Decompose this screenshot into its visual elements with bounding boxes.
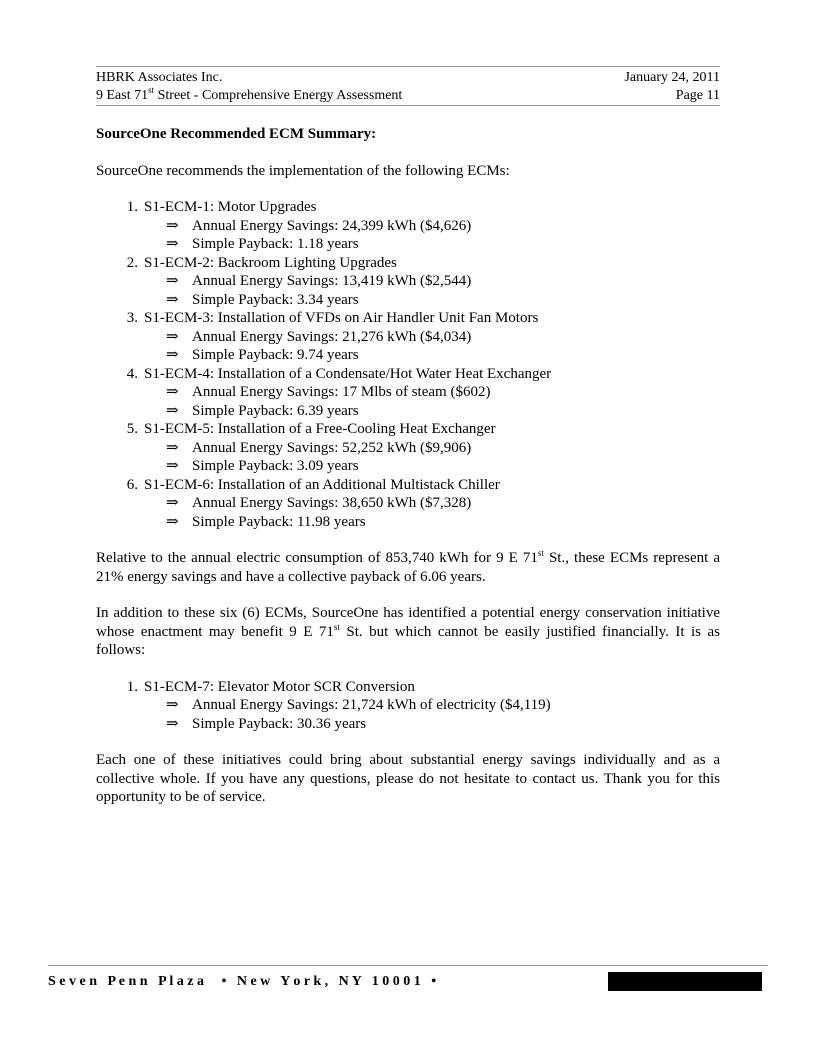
ecm-payback: Simple Payback: 1.18 years — [192, 236, 359, 252]
arrow-icon: ⇒ — [166, 513, 179, 530]
closing-paragraph: Each one of these initiatives could bring about substantial energy savings individually and as a collective whole. If you have any questions, please do not hesitate to contact us. Thank you for this opportunity to be of service. — [96, 752, 720, 805]
ecm-item — [96, 254, 720, 310]
ecm-item — [96, 365, 720, 421]
header-project — [96, 87, 402, 105]
header-date: January 24, 2011 — [624, 70, 720, 85]
ecm-savings: Annual Energy Savings: 21,276 kWh ($4,034) — [192, 328, 472, 345]
relative-text-pre: Relative to the annual electric consumption of 853,740 kWh for 9 E 71 — [96, 550, 538, 566]
relative-paragraph — [96, 549, 720, 586]
arrow-icon: ⇒ — [166, 328, 179, 345]
arrow-icon: ⇒ — [166, 291, 179, 308]
footer-address-text: S e v e n P e n n P l a z a • N e w Y o r k , N Y 1 0 0 0 1 • — [48, 974, 437, 989]
arrow-icon: ⇒ — [166, 217, 179, 234]
ecm-payback: Simple Payback: 3.09 years — [192, 458, 359, 474]
ecm-payback: Simple Payback: 30.36 years — [192, 715, 367, 732]
ecm-name: S1-ECM-5: Installation of a Free-Cooling Heat Exchanger — [144, 421, 496, 437]
arrow-icon: ⇒ — [166, 697, 179, 713]
ecm-number: 4. — [126, 365, 138, 382]
header-page-number: Page 11 — [675, 88, 720, 103]
ecm-payback: Simple Payback: 3.34 years — [192, 291, 359, 308]
page-content — [96, 125, 720, 807]
ecm-name: S1-ECM-6: Installation of an Additional Multistack Chiller — [144, 476, 500, 493]
ecm-savings: Annual Energy Savings: 13,419 kWh ($2,544) — [192, 273, 472, 289]
header-company: HBRK Associates Inc. — [96, 70, 223, 85]
ecm-savings: Annual Energy Savings: 52,252 kWh ($9,906) — [192, 439, 472, 456]
arrow-icon: ⇒ — [166, 402, 179, 419]
ecm-item — [96, 309, 720, 365]
arrow-icon: ⇒ — [166, 715, 179, 732]
ecm-number: 5. — [126, 421, 138, 437]
ecm-number: 1. — [126, 678, 138, 695]
relative-sup: st — [537, 548, 544, 558]
addition-paragraph — [96, 604, 720, 660]
arrow-icon: ⇒ — [166, 347, 179, 363]
ecm-number: 2. — [126, 254, 138, 271]
header-project-pre: 9 East 71 — [96, 88, 149, 103]
arrow-icon: ⇒ — [166, 495, 179, 511]
footer-address — [48, 974, 436, 990]
ecm-name: S1-ECM-1: Motor Upgrades — [144, 199, 317, 215]
arrow-icon: ⇒ — [166, 384, 179, 400]
ecm-item — [96, 678, 720, 734]
arrow-icon: ⇒ — [166, 439, 179, 456]
ecm-name: S1-ECM-2: Backroom Lighting Upgrades — [144, 254, 397, 271]
extra-ecm-list — [96, 678, 720, 734]
redacted-block — [608, 972, 762, 991]
ecm-name: S1-ECM-3: Installation of VFDs on Air Handler Unit Fan Motors — [144, 310, 539, 326]
addition-text-post: St. but which cannot be easily justified financially. It is as follows: — [96, 623, 720, 658]
section-title: SourceOne Recommended ECM Summary: — [96, 126, 377, 142]
header-top-rule — [96, 66, 720, 67]
ecm-item — [96, 198, 720, 254]
ecm-payback: Simple Payback: 9.74 years — [192, 347, 359, 363]
relative-text-post: St., these ECMs represent a 21% energy savings and have a collective payback of 6.06 years. — [96, 550, 720, 585]
intro-paragraph: SourceOne recommends the implementation of the following ECMs: — [96, 162, 510, 179]
header-project-sup: st — [148, 85, 155, 95]
addition-sup: st — [333, 621, 340, 632]
ecm-item — [96, 420, 720, 476]
ecm-name: S1-ECM-4: Installation of a Condensate/Hot Water Heat Exchanger — [144, 365, 552, 382]
ecm-name: S1-ECM-7: Elevator Motor SCR Conversion — [144, 678, 415, 695]
footer-rule — [48, 965, 768, 966]
arrow-icon: ⇒ — [166, 273, 179, 289]
ecm-list — [96, 198, 720, 531]
ecm-item — [96, 476, 720, 532]
arrow-icon: ⇒ — [166, 458, 179, 474]
header-project-post: Street - Comprehensive Energy Assessment — [154, 88, 403, 103]
ecm-savings: Annual Energy Savings: 38,650 kWh ($7,328) — [192, 495, 472, 511]
addition-text-pre: In addition to these six (6) ECMs, SourceOne has identified a potential energy conservation initiative whose enactment may benefit 9 E 71 — [96, 605, 720, 640]
arrow-icon: ⇒ — [166, 236, 179, 252]
ecm-savings: Annual Energy Savings: 24,399 kWh ($4,626) — [192, 217, 472, 234]
ecm-payback: Simple Payback: 11.98 years — [192, 513, 366, 530]
ecm-savings: Annual Energy Savings: 21,724 kWh of electricity ($4,119) — [192, 697, 551, 713]
page-header — [96, 66, 720, 106]
ecm-number: 6. — [126, 476, 138, 493]
ecm-savings: Annual Energy Savings: 17 Mlbs of steam ($602) — [192, 384, 491, 400]
ecm-number: 3. — [126, 310, 138, 326]
header-bottom-rule — [96, 105, 720, 106]
ecm-payback: Simple Payback: 6.39 years — [192, 402, 359, 419]
ecm-number: 1. — [126, 199, 138, 215]
